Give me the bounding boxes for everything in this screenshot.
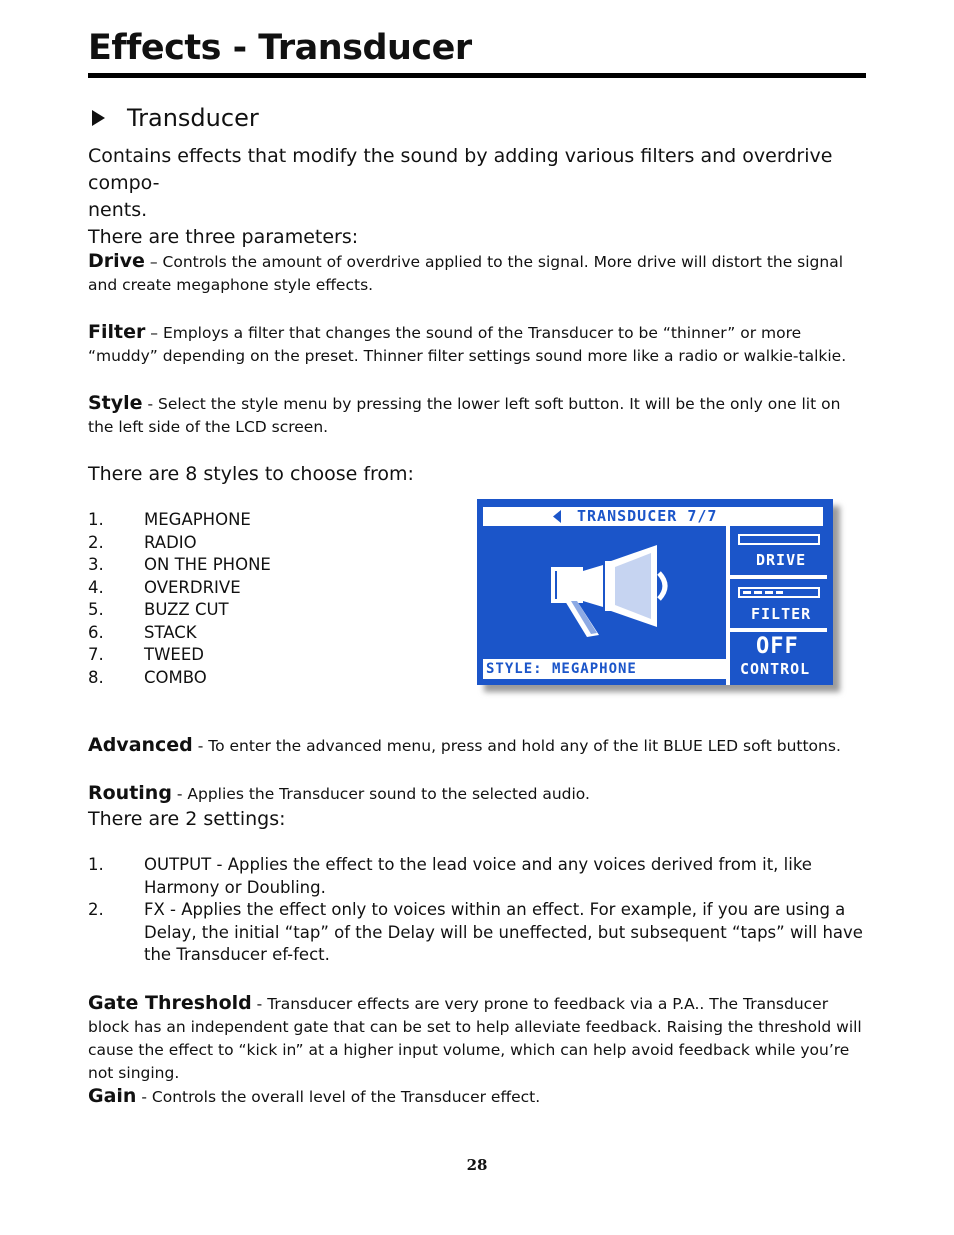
list-text: ON THE PHONE [144, 555, 271, 574]
styles-intro: There are 8 styles to choose from: [88, 463, 414, 485]
routing-paragraph [88, 782, 868, 806]
left-arrow-icon [551, 510, 561, 523]
section-heading [92, 104, 259, 132]
settings-list [88, 854, 868, 967]
list-text: MEGAPHONE [144, 510, 251, 529]
styles-list [88, 509, 271, 689]
page-number: 28 [466, 1156, 488, 1174]
gain-label: Gain [88, 1085, 137, 1107]
gate-paragraph [88, 992, 868, 1085]
list-number: 1. [88, 510, 104, 529]
advanced-label: Advanced [88, 734, 193, 756]
routing-text: - Applies the Transducer sound to the selected audio. [171, 785, 590, 803]
list-item [88, 899, 868, 967]
lcd-divider [730, 628, 827, 632]
list-number: 2. [88, 532, 104, 552]
list-item [88, 667, 271, 690]
intro-line-1: Contains effects that modify the sound by adding various filters and overdrive compo- [88, 145, 833, 194]
lcd-header-text: TRANSDUCER 7/7 [577, 507, 718, 525]
list-number: 7. [88, 645, 104, 664]
list-number: 5. [88, 600, 104, 619]
list-text: OUTPUT - Applies the effect to the lead voice and any voices derived from it, like Harmony or Doubling. [144, 855, 812, 897]
list-number: 8. [88, 667, 104, 687]
title-rule [88, 73, 866, 78]
list-text: COMBO [144, 667, 207, 687]
list-item [88, 577, 271, 600]
routing-label: Routing [88, 782, 172, 804]
style-paragraph [88, 392, 868, 439]
gate-text: - Transducer effects are very prone to feedback via a P.A.. The Transducer block has an independent gate that can be set to help alleviate feedback. Raising the threshold will cause the effect to “kick in” at a higher input volume, which can help avoid feedback while you’re not singing. [88, 995, 862, 1082]
two-settings-text: There are 2 settings: [88, 808, 286, 830]
megaphone-icon [547, 541, 677, 641]
list-text: RADIO [144, 532, 197, 552]
intro-line-2: nents. [88, 199, 148, 221]
list-item [88, 554, 271, 577]
drive-paragraph [88, 250, 868, 297]
list-item [88, 532, 271, 555]
lcd-off-status: OFF [756, 634, 799, 659]
list-text: STACK [144, 622, 197, 642]
advanced-paragraph [88, 734, 868, 758]
drive-text: – Controls the amount of overdrive applied to the signal. More drive will distort the signal and create megaphone style effects. [88, 253, 844, 294]
lcd-style-text: STYLE: MEGAPHONE [486, 661, 637, 677]
list-number: 2. [88, 900, 104, 919]
intro-paragraph [88, 143, 868, 251]
lcd-divider [726, 526, 730, 685]
lcd-filter-button[interactable]: FILTER [751, 605, 812, 623]
filter-text: – Employs a filter that changes the sound of the Transducer to be “thinner” or more “muddy” depending on the preset. Thinner filter settings sound more like a radio or walkie-talkie. [88, 324, 847, 365]
section-title: Transducer [127, 104, 259, 132]
list-item [88, 854, 868, 899]
page-title: Effects - Transducer [88, 28, 472, 68]
drive-meter [738, 534, 820, 545]
lcd-drive-button[interactable]: DRIVE [756, 551, 807, 569]
lcd-divider [730, 575, 827, 579]
advanced-text: - To enter the advanced menu, press and hold any of the lit BLUE LED soft buttons. [192, 737, 841, 755]
list-text: BUZZ CUT [144, 600, 229, 619]
gain-text: - Controls the overall level of the Transducer effect. [136, 1088, 541, 1106]
filter-meter [738, 587, 820, 598]
style-label: Style [88, 392, 143, 414]
gain-paragraph [88, 1085, 868, 1109]
lcd-control-button[interactable]: CONTROL [740, 660, 811, 678]
list-item [88, 599, 271, 622]
list-item [88, 509, 271, 532]
list-number: 6. [88, 622, 104, 642]
list-text: FX - Applies the effect only to voices within an effect. For example, if you are using a Delay, the initial “tap” of the Delay will be uneffected, but subsequent “taps” will have the Transducer ef-fect. [144, 900, 863, 964]
list-number: 1. [88, 855, 104, 874]
three-params-text: There are three parameters: [88, 226, 359, 248]
list-item [88, 644, 271, 667]
list-number: 3. [88, 555, 104, 574]
list-item [88, 622, 271, 645]
list-text: OVERDRIVE [144, 577, 241, 597]
style-text: - Select the style menu by pressing the lower left soft button. It will be the only one lit on the left side of the LCD screen. [88, 395, 841, 436]
list-text: TWEED [144, 645, 204, 664]
filter-label: Filter [88, 321, 146, 343]
triangle-bullet-icon [92, 110, 105, 126]
list-number: 4. [88, 577, 104, 597]
gate-label: Gate Threshold [88, 992, 252, 1014]
drive-label: Drive [88, 250, 145, 272]
filter-paragraph [88, 321, 868, 368]
lcd-screen [477, 499, 833, 685]
